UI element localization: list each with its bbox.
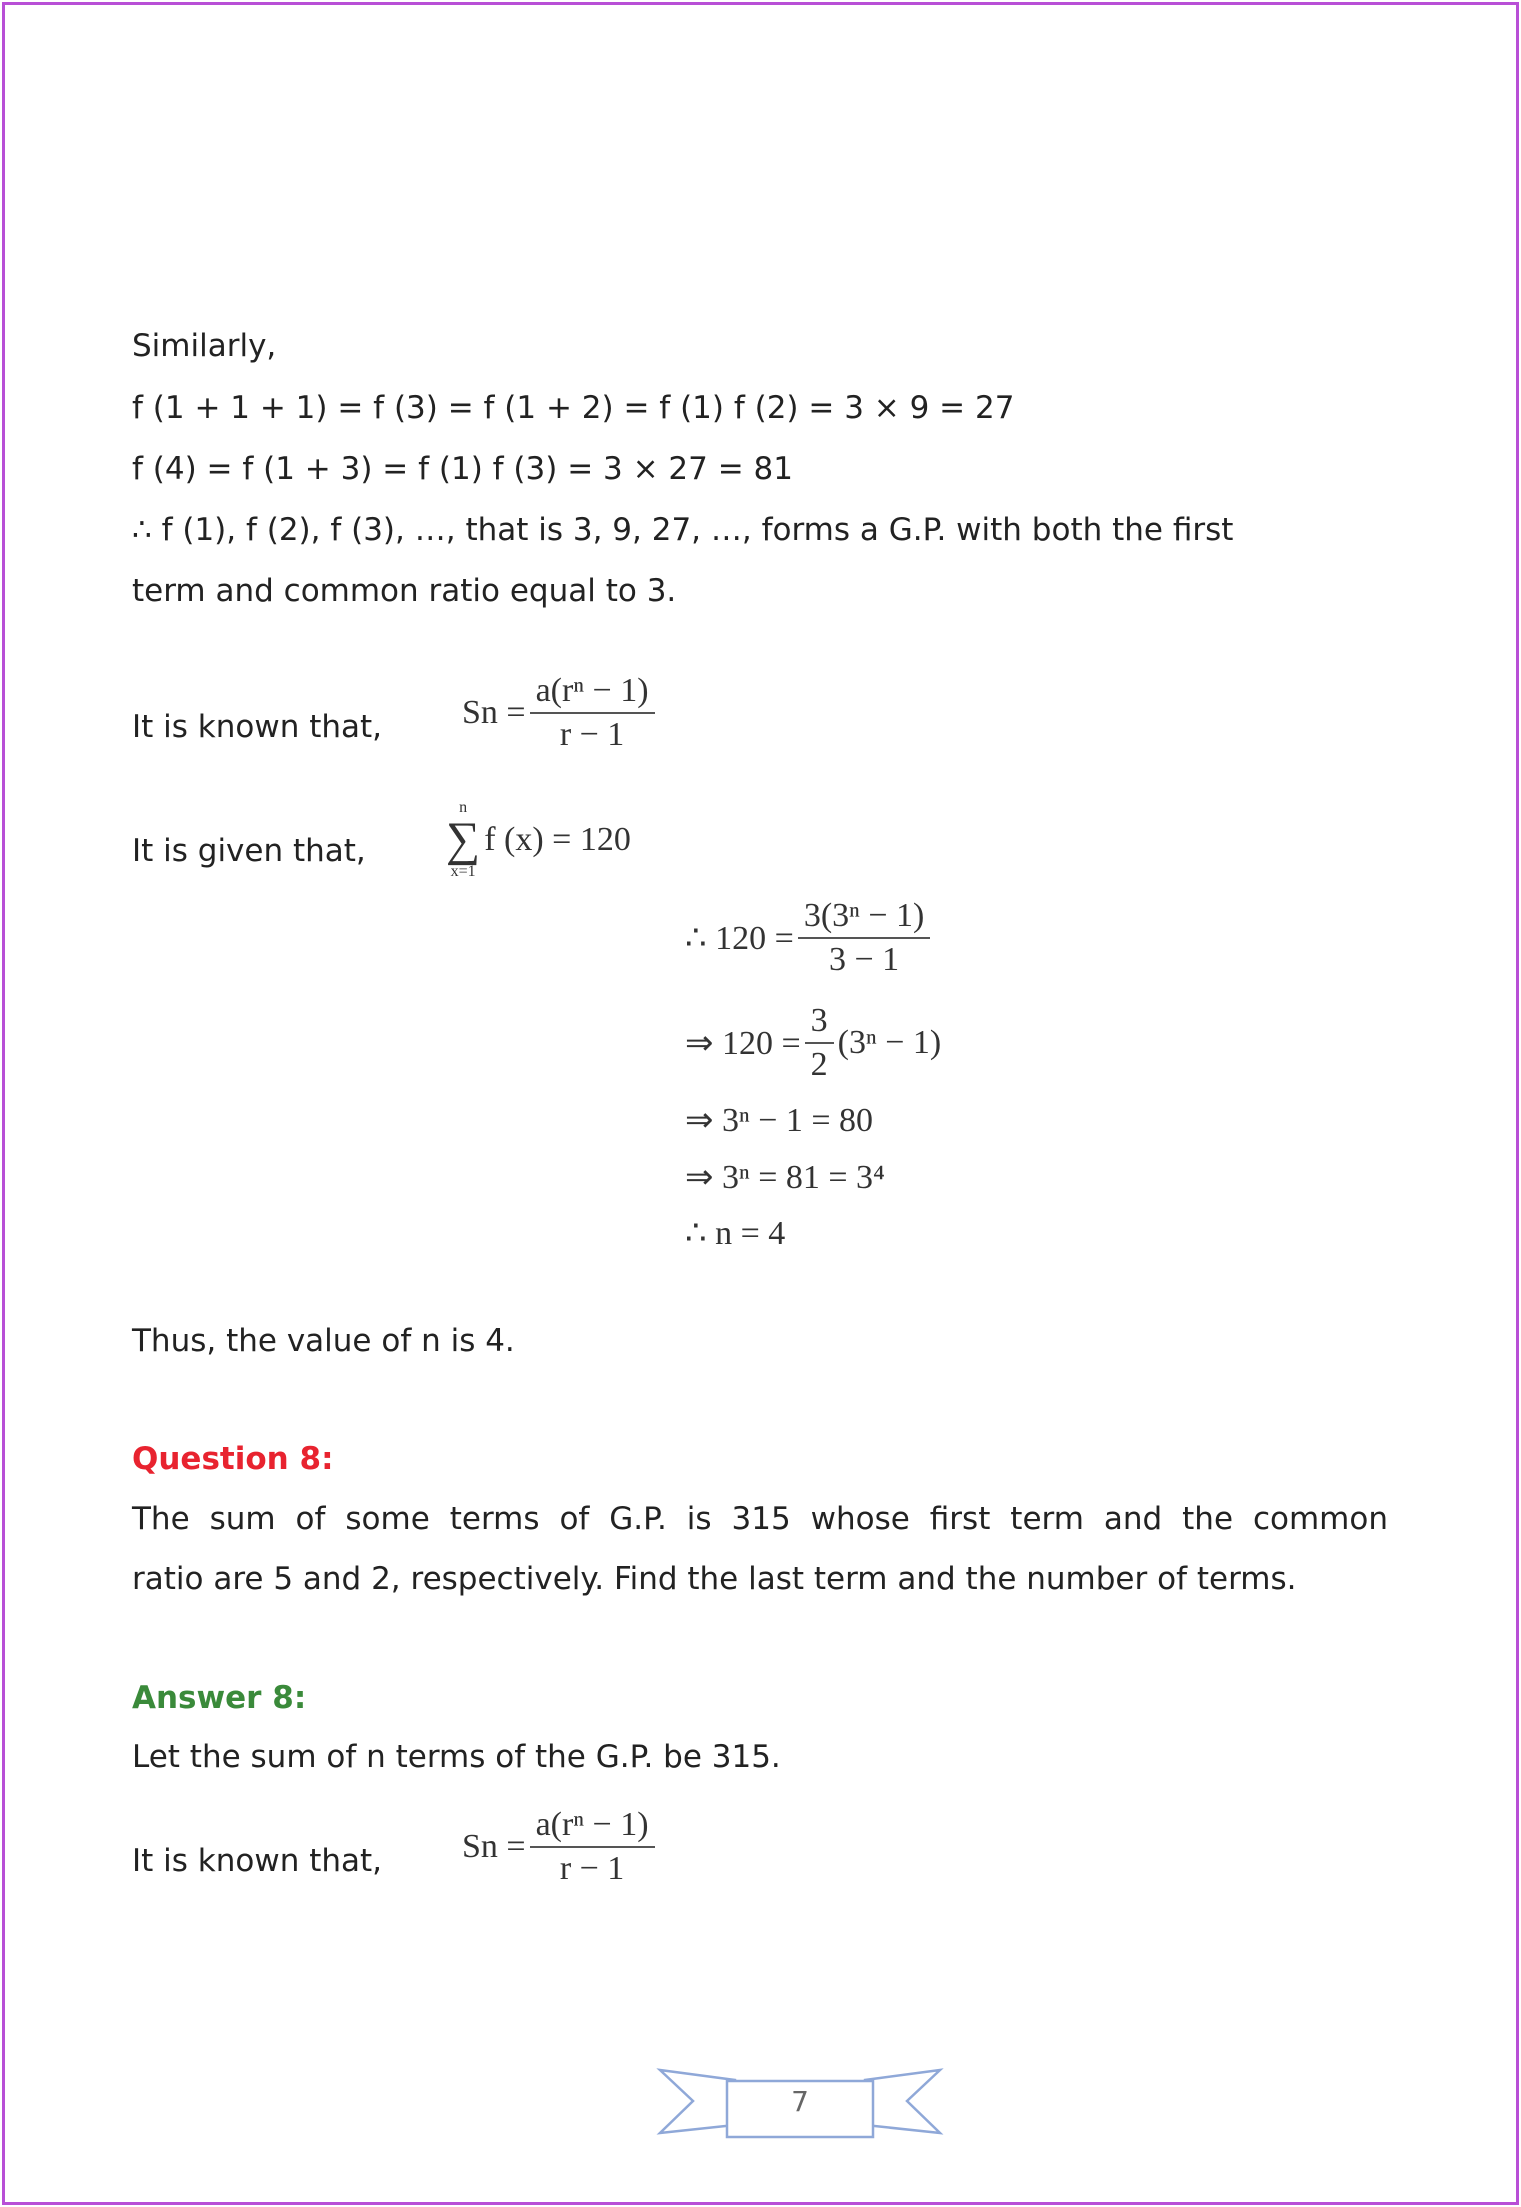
question-heading: Question 8: bbox=[132, 1441, 334, 1477]
question-line2: ratio are 5 and 2, respectively. Find the last term and the number of terms. bbox=[132, 1561, 1297, 1597]
page-number-ribbon bbox=[655, 2055, 945, 2150]
sn-denominator: r − 1 bbox=[559, 716, 625, 753]
sum-formula bbox=[462, 672, 659, 754]
equation-f4: f (4) = f (1 + 3) = f (1) f (3) = 3 × 27 = 81 bbox=[132, 451, 794, 487]
sum-body: f (x) = 120 bbox=[484, 821, 631, 858]
equation-f3: f (1 + 1 + 1) = f (3) = f (1 + 2) = f (1) f (2) = 3 × 9 = 27 bbox=[132, 390, 1015, 426]
given-that-label: It is given that, bbox=[132, 833, 366, 869]
step-4: ⇒ 3ⁿ = 81 = 3⁴ bbox=[685, 1159, 885, 1196]
sn-numerator: a(rⁿ − 1) bbox=[530, 672, 655, 714]
sigma-icon: n ∑ x=1 bbox=[446, 799, 481, 880]
known-that-label-2: It is known that, bbox=[132, 1843, 382, 1879]
gp-statement-line2: term and common ratio equal to 3. bbox=[132, 573, 677, 609]
known-that-label: It is known that, bbox=[132, 709, 382, 745]
sum-formula-2: Sn = $\frac{\text{a(rⁿ − 1)}}{r - 1}$ bbox=[462, 1806, 659, 1888]
conclusion: Thus, the value of n is 4. bbox=[132, 1323, 515, 1359]
step-2: ⇒ 120 = $\frac{3}{2}$ (3ⁿ − 1) bbox=[685, 1002, 942, 1083]
answer-heading: Answer 8: bbox=[132, 1680, 307, 1716]
answer-line1: Let the sum of n terms of the G.P. be 315. bbox=[132, 1739, 781, 1775]
sn-lhs: Sn = bbox=[462, 694, 526, 731]
text-similarly: Similarly, bbox=[132, 328, 277, 364]
question-line1: The sum of some terms of G.P. is 315 whose first term and the common bbox=[132, 1501, 1388, 1537]
page-number: 7 bbox=[791, 2085, 809, 2118]
gp-statement-line1: ∴ f (1), f (2), f (3), …, that is 3, 9, 27, …, forms a G.P. with both the first bbox=[132, 512, 1234, 548]
step-3: ⇒ 3ⁿ − 1 = 80 bbox=[685, 1102, 874, 1139]
step-5: ∴ n = 4 bbox=[685, 1215, 786, 1252]
given-sum bbox=[446, 800, 631, 880]
step-1: ∴ 120 = $\frac{\text{3(3ⁿ − 1)}}{3 - 1}$ bbox=[685, 897, 934, 979]
